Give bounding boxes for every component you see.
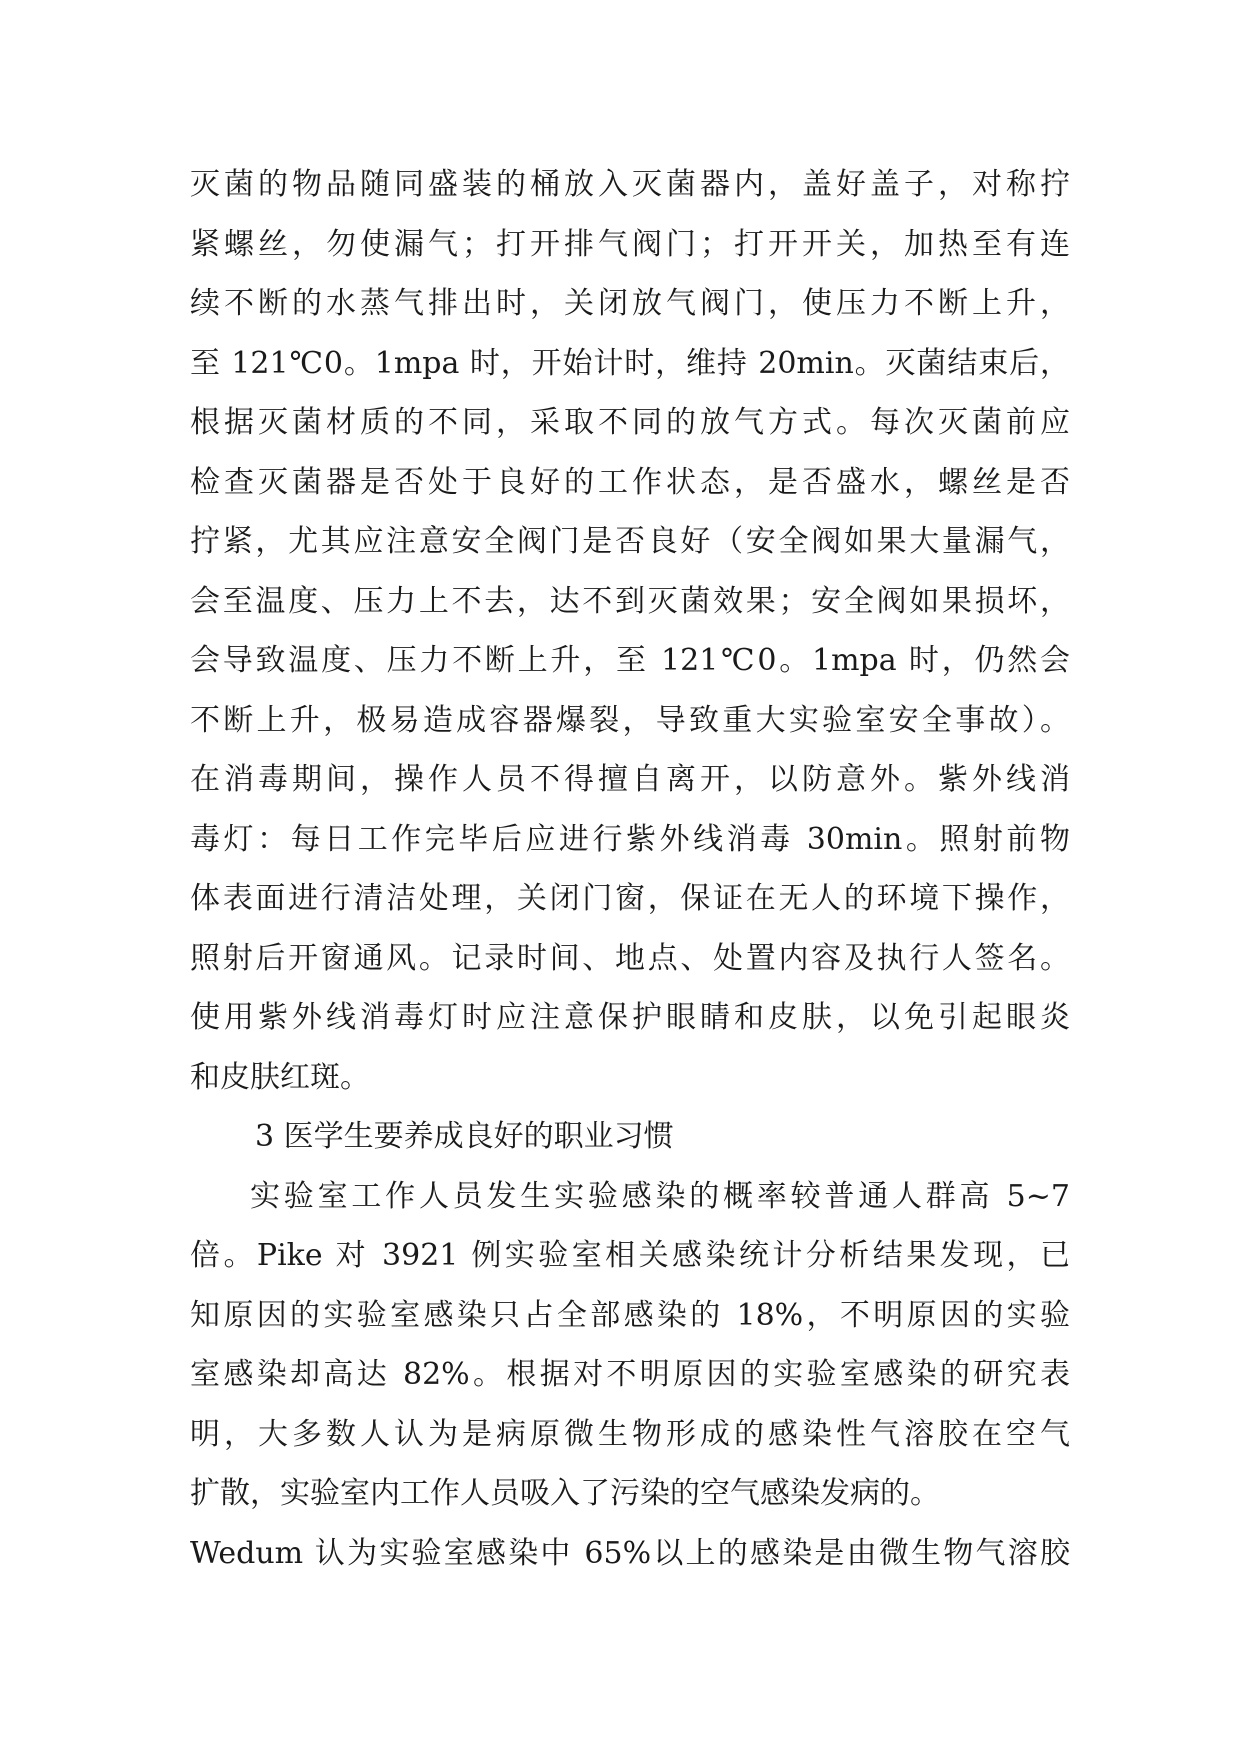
text-line: 紧螺丝，勿使漏气；打开排气阀门；打开开关，加热至有连 (190, 226, 1070, 262)
text-line: 根据灭菌材质的不同，采取不同的放气方式。每次灭菌前应 (190, 405, 1070, 440)
text-line: 会导致温度、压力不断上升，至 121℃0。1mpa 时，仍然会 (190, 643, 1070, 678)
text-line: 体表面进行清洁处理，关闭门窗，保证在无人的环境下操作， (190, 881, 1070, 916)
text-line: 使用紫外线消毒灯时应注意保护眼睛和皮肤，以免引起眼炎 (190, 1000, 1070, 1035)
section-heading: 3 医学生要养成良好的职业习惯 (255, 1119, 674, 1154)
text-line: 灭菌的物品随同盛装的桶放入灭菌器内，盖好盖子，对称拧 (190, 167, 1070, 202)
text-line: Wedum 认为实验室感染中 65%以上的感染是由微生物气溶胶 (190, 1535, 1070, 1571)
text-line: 明，大多数人认为是病原微生物形成的感染性气溶胶在空气 (190, 1416, 1070, 1452)
text-line: 照射后开窗通风。记录时间、地点、处置内容及执行人签名。 (190, 940, 1070, 976)
text-line: 和皮肤红斑。 (190, 1059, 370, 1095)
text-line: 在消毒期间，操作人员不得擅自离开，以防意外。紫外线消 (190, 762, 1070, 797)
text-line: 知原因的实验室感染只占全部感染的 18%，不明原因的实验 (190, 1297, 1070, 1333)
text-line: 会至温度、压力上不去，达不到灭菌效果；安全阀如果损坏， (190, 583, 1070, 619)
text-line: 拧紧，尤其应注意安全阀门是否良好（安全阀如果大量漏气， (190, 524, 1070, 559)
text-line: 室感染却高达 82%。根据对不明原因的实验室感染的研究表 (190, 1357, 1070, 1392)
text-line: 倍。Pike 对 3921 例实验室相关感染统计分析结果发现，已 (190, 1238, 1070, 1273)
text-line: 至 121℃0。1mpa 时，开始计时，维持 20min。灭菌结束后， (190, 345, 1070, 381)
text-line: 毒灯：每日工作完毕后应进行紫外线消毒 30min。照射前物 (190, 821, 1070, 857)
text-line: 不断上升，极易造成容器爆裂，导致重大实验室安全事故）。 (190, 702, 1070, 738)
text-line: 续不断的水蒸气排出时，关闭放气阀门，使压力不断上升， (190, 286, 1070, 321)
text-line: 扩散，实验室内工作人员吸入了污染的空气感染发病的。 (190, 1476, 940, 1511)
paragraph-first-line: 实验室工作人员发生实验感染的概率较普通人群高 5~7 (250, 1178, 1070, 1214)
text-line: 检查灭菌器是否处于良好的工作状态，是否盛水，螺丝是否 (190, 464, 1070, 500)
body-text (190, 155, 1070, 1583)
